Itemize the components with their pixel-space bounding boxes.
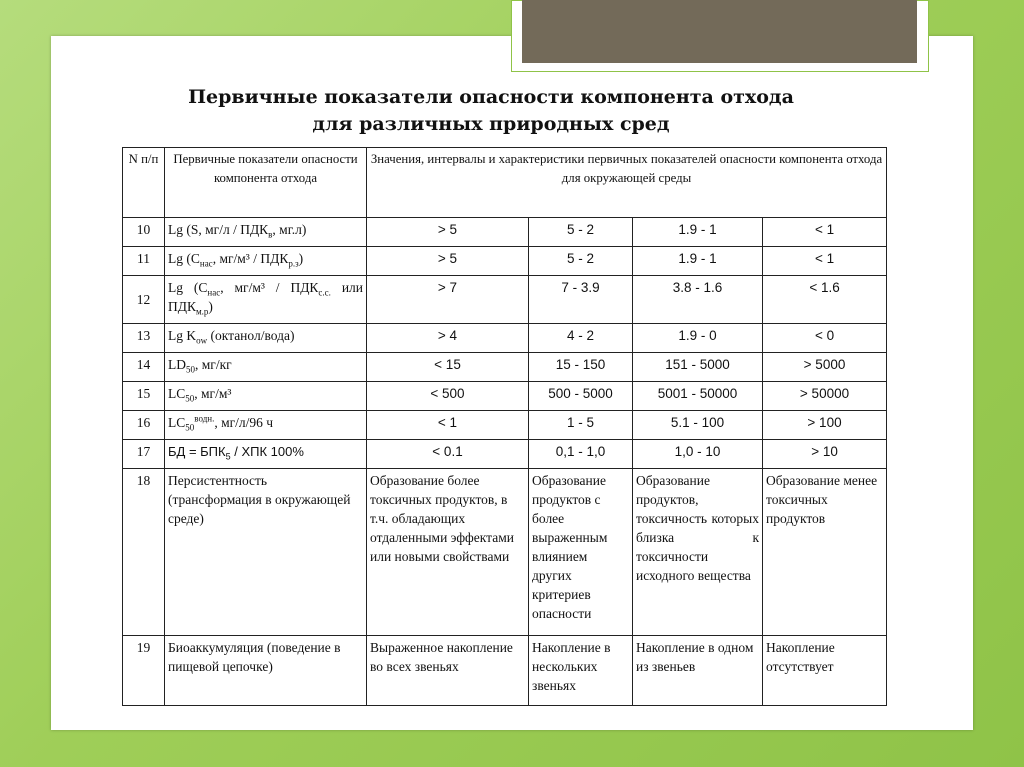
row-num: 18: [123, 469, 165, 636]
row-num: 16: [123, 411, 165, 440]
page-title: [51, 84, 931, 138]
row-value-4: Накопление отсутствует: [763, 636, 887, 706]
row-value-2: Образование продуктов с более выраженным влиянием других критериев опасности: [529, 469, 633, 636]
row-value-2: 5 - 2: [529, 218, 633, 247]
table-row: [123, 382, 887, 411]
row-value-4: > 100: [763, 411, 887, 440]
row-value-4: < 1: [763, 247, 887, 276]
row-value-3: Образование продуктов, токсичность которых близка к токсичности исходного вещества: [633, 469, 763, 636]
row-indicator: Lg (S, $мг/л / ПДК_в$, мг.л): [165, 218, 367, 247]
row-value-2: 1 - 5: [529, 411, 633, 440]
row-indicator: Lg ($C_{нас}$, $мг/м^3 / ПДК_{с.с.}$ или $ПДК_{м.р}$): [165, 276, 367, 324]
header-indicator: Первичные показатели опасности компонента отхода: [165, 148, 367, 218]
row-value-2: 0,1 - 1,0: [529, 440, 633, 469]
title-line-2: для различных природных сред: [312, 113, 670, 135]
header-values: Значения, интервалы и характеристики первичных показателей опасности компонента отхода для окружающей среды: [367, 148, 887, 218]
row-indicator: $LC_{50}^{водн.}$, мг/л/96 ч: [165, 411, 367, 440]
row-value-3: 151 - 5000: [633, 353, 763, 382]
row-num: 11: [123, 247, 165, 276]
row-num: 13: [123, 324, 165, 353]
row-value-4: > 5000: [763, 353, 887, 382]
row-value-3: 1.9 - 0: [633, 324, 763, 353]
row-value-1: Выраженное накопление во всех звеньях: [367, 636, 529, 706]
row-indicator: Lg $K_{ow}$ (октанол/вода): [165, 324, 367, 353]
row-indicator: Биоаккумуляция (поведение в пищевой цепочке): [165, 636, 367, 706]
header-num: N п/п: [123, 148, 165, 218]
row-indicator: БД = $БПК_5$ / ХПК 100%: [165, 440, 367, 469]
row-num: 17: [123, 440, 165, 469]
row-value-3: 3.8 - 1.6: [633, 276, 763, 324]
row-value-4: < 1: [763, 218, 887, 247]
row-value-1: > 7: [367, 276, 529, 324]
row-value-1: > 4: [367, 324, 529, 353]
row-value-3: 5001 - 50000: [633, 382, 763, 411]
hazard-indicators-table: [122, 147, 887, 706]
row-value-2: 7 - 3.9: [529, 276, 633, 324]
row-value-1: > 5: [367, 247, 529, 276]
row-num: 10: [123, 218, 165, 247]
table-row: [123, 440, 887, 469]
row-value-1: < 15: [367, 353, 529, 382]
row-value-3: 1.9 - 1: [633, 247, 763, 276]
table-row: [123, 469, 887, 636]
row-value-3: 1,0 - 10: [633, 440, 763, 469]
decorative-header-box: [522, 0, 917, 63]
row-value-2: 500 - 5000: [529, 382, 633, 411]
row-value-1: > 5: [367, 218, 529, 247]
table-header-row: [123, 148, 887, 218]
title-line-1: Первичные показатели опасности компонента отхода: [188, 86, 794, 108]
table-row: [123, 411, 887, 440]
row-num: 19: [123, 636, 165, 706]
table-row: [123, 276, 887, 324]
row-value-4: > 50000: [763, 382, 887, 411]
row-indicator: Персистентность (трансформация в окружающей среде): [165, 469, 367, 636]
table-row: [123, 636, 887, 706]
row-value-2: Накопление в нескольких звеньях: [529, 636, 633, 706]
row-value-2: 15 - 150: [529, 353, 633, 382]
row-value-4: > 10: [763, 440, 887, 469]
row-num: 14: [123, 353, 165, 382]
row-indicator: $LC_{50}$, мг/м³: [165, 382, 367, 411]
row-num: 15: [123, 382, 165, 411]
table-row: [123, 247, 887, 276]
row-value-2: 4 - 2: [529, 324, 633, 353]
row-value-3: Накопление в одном из звеньев: [633, 636, 763, 706]
row-value-4: < 0: [763, 324, 887, 353]
row-value-1: Образование более токсичных продуктов, в т.ч. обладающих отдаленными эффектами или новыми свойствами: [367, 469, 529, 636]
row-num: 12: [123, 276, 165, 324]
table-row: [123, 218, 887, 247]
row-value-4: < 1.6: [763, 276, 887, 324]
row-value-3: 5.1 - 100: [633, 411, 763, 440]
row-indicator: $LD_{50}$, мг/кг: [165, 353, 367, 382]
row-value-1: < 0.1: [367, 440, 529, 469]
table-row: [123, 353, 887, 382]
row-value-2: 5 - 2: [529, 247, 633, 276]
row-value-1: < 500: [367, 382, 529, 411]
row-value-4: Образование менее токсичных продуктов: [763, 469, 887, 636]
row-value-3: 1.9 - 1: [633, 218, 763, 247]
table-row: [123, 324, 887, 353]
row-indicator: Lg ($C_{нас}$, $мг/м^3 / ПДК_{р.з}$): [165, 247, 367, 276]
row-value-1: < 1: [367, 411, 529, 440]
